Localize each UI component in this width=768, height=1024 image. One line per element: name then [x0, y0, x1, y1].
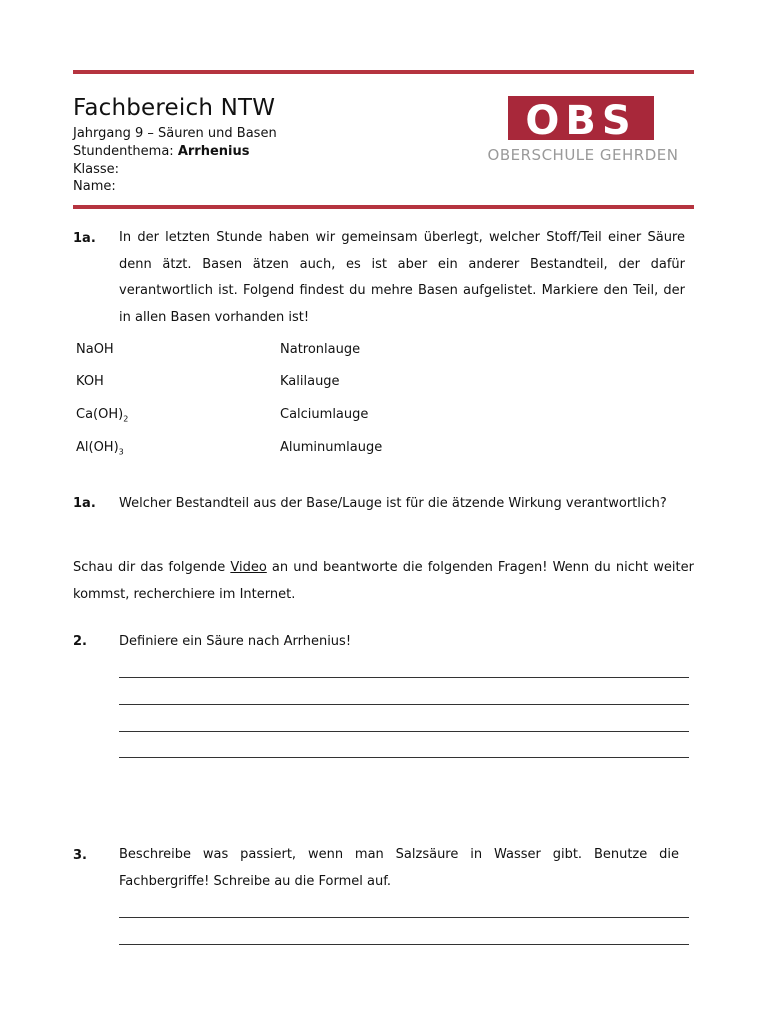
base-name: Calciumlauge [280, 407, 369, 422]
page-title: Fachbereich NTW [73, 95, 276, 121]
logo-school-name: OBERSCHULE GEHRDEN [487, 146, 679, 164]
question-1a-text: In der letzten Stunde haben wir gemeinsam überlegt, welcher Stoff/Teil einer Säure denn ätzt. Basen ätzen auch, es ist aber ein anderer Bestandteil, der dafür verantwortlich ist. Folgend findest du mehre Basen aufgelistet. Markiere den Teil, der in allen Basen vorhanden ist! [119, 230, 685, 325]
base-name: Kalilauge [280, 374, 340, 389]
answer-line[interactable] [119, 731, 689, 732]
answer-line[interactable] [119, 704, 689, 705]
topic-label: Stundenthema: [73, 144, 174, 159]
grade-line: Jahrgang 9 – Säuren und Basen [73, 126, 277, 141]
base-name: Aluminumlauge [280, 440, 383, 455]
question-3-text: Beschreibe was passiert, wenn man Salzsäure in Wasser gibt. Benutze die Fachbergriffe! Schreibe au die Formel auf. [119, 847, 679, 889]
video-link[interactable]: Video [230, 560, 267, 575]
answer-line[interactable] [119, 917, 689, 918]
question-number: 2. [73, 634, 87, 649]
base-name: Natronlauge [280, 342, 361, 357]
school-logo [480, 90, 690, 166]
logo-letters: OBS [525, 98, 637, 144]
topic-line [73, 144, 249, 159]
base-formula: KOH [76, 374, 104, 389]
answer-line[interactable] [119, 944, 689, 945]
question-2-text: Definiere ein Säure nach Arrhenius! [119, 634, 352, 649]
question-1b-text: Welcher Bestandteil aus der Base/Lauge ist für die ätzende Wirkung verantwortlich? [119, 496, 667, 511]
topic-value: Arrhenius [177, 144, 250, 159]
header-top-rule [73, 70, 694, 74]
header-bottom-rule [73, 205, 694, 209]
name-label: Name: [73, 179, 116, 194]
answer-line[interactable] [119, 757, 689, 758]
question-number: 1a. [73, 496, 96, 511]
base-formula: $Al(OH)_3$ [76, 440, 124, 457]
base-formula: $Ca(OH)_2$ [76, 407, 129, 424]
base-formula: NaOH [76, 342, 114, 357]
answer-line[interactable] [119, 677, 689, 678]
question-number: 3. [73, 848, 87, 863]
class-label: Klasse: [73, 162, 120, 177]
question-number: 1a. [73, 231, 96, 246]
video-instruction: Schau dir das folgende Video an und beantworte die folgenden Fragen! Wenn du nicht weiter kommst, recherchiere im Internet. [73, 560, 694, 602]
